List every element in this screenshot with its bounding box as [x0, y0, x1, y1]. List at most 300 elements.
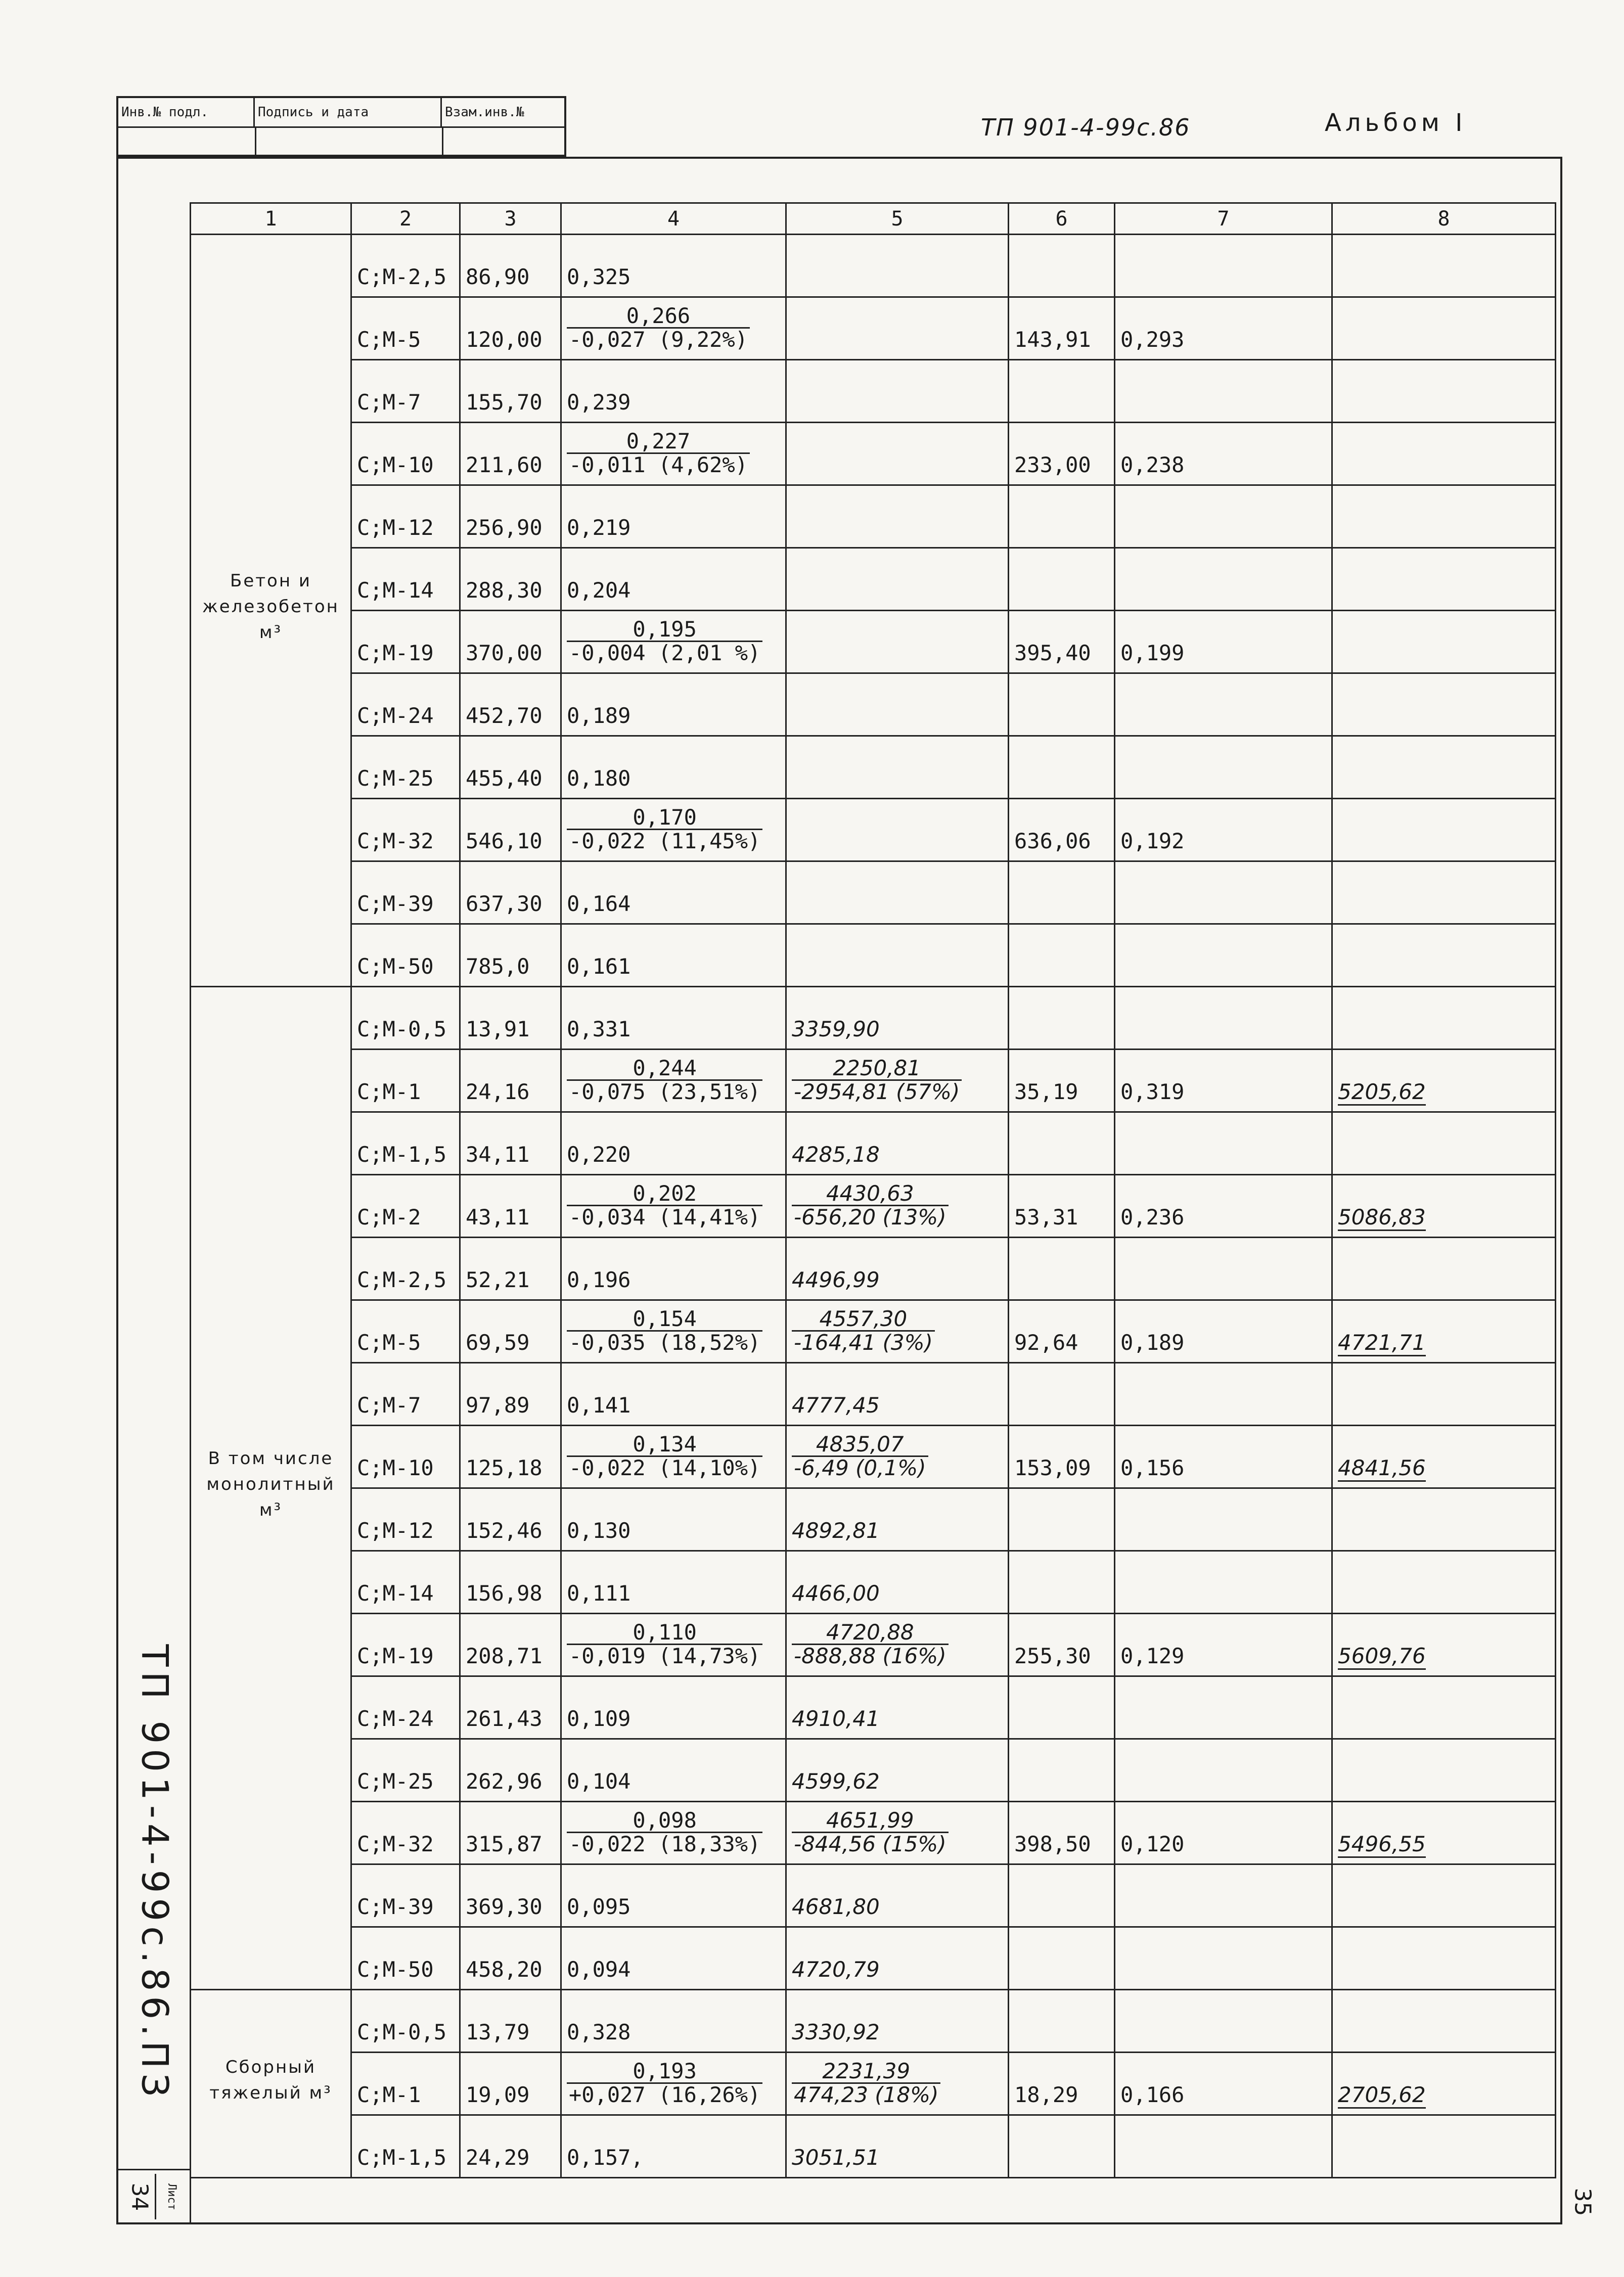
- stamp-divider: [255, 126, 256, 155]
- col6-cell: [1009, 1238, 1115, 1300]
- col8-cell: [1332, 1614, 1556, 1676]
- grade-cell: C;M-1: [351, 1050, 460, 1112]
- col5-cell: 4892,81: [786, 1488, 1009, 1551]
- table-row: [191, 485, 1556, 548]
- table-row: [191, 924, 1556, 987]
- col4-cell-denominator: -0,022 (11,45%): [569, 829, 761, 853]
- sheet-label-text: Лист: [165, 2183, 178, 2210]
- col6-cell: [1009, 1676, 1115, 1739]
- col5-cell: [786, 611, 1009, 673]
- col8-cell-text: 5496,55: [1338, 1832, 1426, 1858]
- table-row: [191, 423, 1556, 485]
- frame-right-border: [1560, 157, 1562, 2224]
- col4-cell-numerator: 0,195: [567, 618, 762, 642]
- col4-cell-fraction: [567, 305, 750, 351]
- col4-cell: [561, 1175, 786, 1238]
- col4-cell: [561, 799, 786, 861]
- column-number: 2: [351, 203, 460, 235]
- stamp-divider: [118, 126, 564, 128]
- col4-cell: [561, 1426, 786, 1488]
- table-row: [191, 360, 1556, 423]
- col6-cell: [1009, 360, 1115, 423]
- table-row: [191, 987, 1556, 1050]
- col7-cell: [1115, 1238, 1332, 1300]
- col7-cell: 0,293: [1115, 297, 1332, 360]
- col3-cell: 24,29: [460, 2115, 561, 2178]
- grade-cell: C;M-19: [351, 611, 460, 673]
- col4-cell: 0,325: [561, 235, 786, 297]
- col8-cell: [1332, 1363, 1556, 1426]
- frame-top-border: [116, 157, 1562, 159]
- col4-cell: 0,328: [561, 1990, 786, 2053]
- col4-cell-denominator: -0,022 (14,10%): [569, 1455, 761, 1480]
- col5-cell: [786, 1614, 1009, 1676]
- col4-cell: 0,196: [561, 1238, 786, 1300]
- col5-cell: [786, 799, 1009, 861]
- col8-cell: [1332, 1175, 1556, 1238]
- col6-cell: 35,19: [1009, 1050, 1115, 1112]
- col4-cell-fraction: [567, 1621, 762, 1667]
- col3-cell: 452,70: [460, 673, 561, 736]
- col4-cell: 0,111: [561, 1551, 786, 1614]
- side-project-code: [127, 1608, 183, 2138]
- col4-cell-denominator: -0,019 (14,73%): [569, 1644, 761, 1668]
- table-row: [191, 611, 1556, 673]
- table-row: [191, 673, 1556, 736]
- col7-cell: [1115, 1990, 1332, 2053]
- col7-cell: [1115, 1864, 1332, 1927]
- col3-cell: 262,96: [460, 1739, 561, 1802]
- col6-cell: [1009, 235, 1115, 297]
- col7-cell: [1115, 1676, 1332, 1739]
- col8-cell: [1332, 1488, 1556, 1551]
- col6-cell: [1009, 1363, 1115, 1426]
- col7-cell: 0,199: [1115, 611, 1332, 673]
- grade-cell: C;M-19: [351, 1614, 460, 1676]
- col4-cell: [561, 297, 786, 360]
- grade-cell: C;M-25: [351, 736, 460, 799]
- col5-cell-numerator: 2231,39: [792, 2060, 940, 2084]
- stamp-replaced-inv: Взам.инв.№: [445, 105, 524, 120]
- col8-cell: [1332, 1864, 1556, 1927]
- column-number: 3: [460, 203, 561, 235]
- grade-cell: C;M-39: [351, 1864, 460, 1927]
- col8-cell: [1332, 799, 1556, 861]
- col7-cell: 0,236: [1115, 1175, 1332, 1238]
- col4-cell-denominator: -0,011 (4,62%): [569, 452, 748, 477]
- col3-cell: 208,71: [460, 1614, 561, 1676]
- data-table: [190, 202, 1556, 2178]
- grade-cell: C;M-32: [351, 799, 460, 861]
- col3-cell: 125,18: [460, 1426, 561, 1488]
- grade-cell: C;M-10: [351, 423, 460, 485]
- col6-cell: [1009, 1488, 1115, 1551]
- col5-cell: [786, 1300, 1009, 1363]
- table-row: [191, 1112, 1556, 1175]
- col7-cell: 0,120: [1115, 1802, 1332, 1864]
- col5-cell: 4720,79: [786, 1927, 1009, 1990]
- col3-cell: 43,11: [460, 1175, 561, 1238]
- col6-cell: 255,30: [1009, 1614, 1115, 1676]
- col8-cell: [1332, 736, 1556, 799]
- col3-cell: 256,90: [460, 485, 561, 548]
- col7-cell: 0,156: [1115, 1426, 1332, 1488]
- table-row: [191, 297, 1556, 360]
- col3-cell: 370,00: [460, 611, 561, 673]
- col4-cell-denominator: +0,027 (16,26%): [569, 2082, 761, 2107]
- col5-cell: [786, 235, 1009, 297]
- col5-cell: [786, 1802, 1009, 1864]
- table-row: [191, 1300, 1556, 1363]
- col4-cell: [561, 1300, 786, 1363]
- col6-cell: [1009, 1864, 1115, 1927]
- col4-cell: 0,094: [561, 1927, 786, 1990]
- col8-cell-text: 4841,56: [1338, 1455, 1426, 1482]
- col8-cell: [1332, 235, 1556, 297]
- col5-cell-denominator: -844,56 (15%): [794, 1832, 946, 1856]
- col3-cell: 86,90: [460, 235, 561, 297]
- col8-cell: [1332, 423, 1556, 485]
- col4-cell: 0,109: [561, 1676, 786, 1739]
- col7-cell: 0,129: [1115, 1614, 1332, 1676]
- col7-cell: [1115, 1363, 1332, 1426]
- col5-cell-denominator: -2954,81 (57%): [794, 1079, 960, 1104]
- col8-cell: [1332, 1990, 1556, 2053]
- col4-cell: 0,180: [561, 736, 786, 799]
- album-label: Альбом I: [1325, 109, 1467, 137]
- col4-cell-fraction: [567, 806, 762, 852]
- col8-cell-text: 4721,71: [1338, 1330, 1426, 1356]
- col7-cell: 0,192: [1115, 799, 1332, 861]
- col8-cell: [1332, 2115, 1556, 2178]
- col3-cell: 637,30: [460, 861, 561, 924]
- column-number: 1: [191, 203, 351, 235]
- col4-cell-numerator: 0,134: [567, 1433, 762, 1457]
- col4-cell-numerator: 0,170: [567, 806, 762, 830]
- table-row: [191, 799, 1556, 861]
- col5-cell: 4777,45: [786, 1363, 1009, 1426]
- col6-cell: [1009, 736, 1115, 799]
- col7-cell: [1115, 1739, 1332, 1802]
- group-label: Сборный тяжелый м³: [191, 1990, 351, 2178]
- col6-cell: 92,64: [1009, 1300, 1115, 1363]
- sheet-number: [124, 2174, 155, 2219]
- col5-cell: 4496,99: [786, 1238, 1009, 1300]
- col3-cell: 152,46: [460, 1488, 561, 1551]
- grade-cell: C;M-7: [351, 360, 460, 423]
- grade-cell: C;M-12: [351, 1488, 460, 1551]
- table-row: [191, 861, 1556, 924]
- col3-cell: 34,11: [460, 1112, 561, 1175]
- col5-cell: [786, 485, 1009, 548]
- col7-cell: [1115, 485, 1332, 548]
- col3-cell: 156,98: [460, 1551, 561, 1614]
- col6-cell: 636,06: [1009, 799, 1115, 861]
- col4-cell: 0,095: [561, 1864, 786, 1927]
- table-row: [191, 1739, 1556, 1802]
- col8-cell: [1332, 548, 1556, 611]
- col4-cell-denominator: -0,022 (18,33%): [569, 1832, 761, 1856]
- col8-cell: [1332, 987, 1556, 1050]
- col5-cell: [786, 673, 1009, 736]
- col3-cell: 369,30: [460, 1864, 561, 1927]
- col3-cell: 546,10: [460, 799, 561, 861]
- col7-cell: [1115, 1488, 1332, 1551]
- col8-cell: [1332, 1927, 1556, 1990]
- col4-cell-fraction: [567, 1182, 762, 1228]
- col8-cell: [1332, 1551, 1556, 1614]
- col5-cell-denominator: 474,23 (18%): [794, 2082, 939, 2107]
- grade-cell: C;M-24: [351, 1676, 460, 1739]
- table-row: [191, 2115, 1556, 2178]
- col7-cell: 0,166: [1115, 2053, 1332, 2115]
- col7-cell: 0,319: [1115, 1050, 1332, 1112]
- col6-cell: [1009, 861, 1115, 924]
- col8-cell: [1332, 611, 1556, 673]
- col8-cell-text: 2705,62: [1338, 2082, 1426, 2109]
- col4-cell-fraction: [567, 1057, 762, 1103]
- col3-cell: 13,91: [460, 987, 561, 1050]
- col5-cell: [786, 861, 1009, 924]
- col4-cell: 0,331: [561, 987, 786, 1050]
- grade-cell: C;M-5: [351, 297, 460, 360]
- grade-cell: C;M-2,5: [351, 1238, 460, 1300]
- col5-cell: [786, 548, 1009, 611]
- col5-cell-numerator: 4835,07: [792, 1433, 928, 1457]
- col4-cell-denominator: -0,027 (9,22%): [569, 327, 748, 352]
- column-number: 5: [786, 203, 1009, 235]
- col4-cell: 0,220: [561, 1112, 786, 1175]
- col5-cell-numerator: 4651,99: [792, 1809, 949, 1833]
- col4-cell-denominator: -0,034 (14,41%): [569, 1205, 761, 1229]
- col8-cell: [1332, 861, 1556, 924]
- col5-cell: 4681,80: [786, 1864, 1009, 1927]
- col5-cell-fraction: [792, 1809, 949, 1855]
- col5-cell-numerator: 4557,30: [792, 1308, 935, 1332]
- grade-cell: C;M-1,5: [351, 2115, 460, 2178]
- col4-cell-numerator: 0,154: [567, 1308, 762, 1332]
- grade-cell: C;M-50: [351, 924, 460, 987]
- col8-cell-text: 5086,83: [1338, 1205, 1426, 1231]
- col4-cell: 0,189: [561, 673, 786, 736]
- col4-cell-numerator: 0,098: [567, 1809, 762, 1833]
- grade-cell: C;M-25: [351, 1739, 460, 1802]
- column-number: 4: [561, 203, 786, 235]
- col8-cell: [1332, 1802, 1556, 1864]
- col7-cell: [1115, 861, 1332, 924]
- col7-cell: [1115, 1112, 1332, 1175]
- table-row: [191, 548, 1556, 611]
- stamp-inv-no: Инв.№ подл.: [118, 98, 255, 126]
- col6-cell: [1009, 2115, 1115, 2178]
- grade-cell: C;M-50: [351, 1927, 460, 1990]
- table-row: [191, 736, 1556, 799]
- col3-cell: 261,43: [460, 1676, 561, 1739]
- col3-cell: 19,09: [460, 2053, 561, 2115]
- col4-cell-fraction: [567, 1433, 762, 1479]
- col4-cell-denominator: -0,075 (23,51%): [569, 1079, 761, 1104]
- col4-cell: 0,141: [561, 1363, 786, 1426]
- col4-cell-fraction: [567, 1308, 762, 1354]
- table-row: [191, 1614, 1556, 1676]
- col4-cell: 0,164: [561, 861, 786, 924]
- col4-cell-numerator: 0,266: [567, 305, 750, 329]
- table-body: [191, 235, 1556, 2178]
- col5-cell: 4599,62: [786, 1739, 1009, 1802]
- col7-cell: 0,189: [1115, 1300, 1332, 1363]
- col8-cell: [1332, 1238, 1556, 1300]
- document-code: ТП 901-4-99с.86: [981, 114, 1191, 141]
- col4-cell-fraction: [567, 1809, 762, 1855]
- col3-cell: 155,70: [460, 360, 561, 423]
- grade-cell: C;M-7: [351, 1363, 460, 1426]
- col4-cell: 0,130: [561, 1488, 786, 1551]
- col6-cell: [1009, 1739, 1115, 1802]
- col4-cell-denominator: -0,004 (2,01 %): [569, 641, 761, 665]
- col4-cell: 0,161: [561, 924, 786, 987]
- col6-cell: [1009, 1990, 1115, 2053]
- col3-cell: 97,89: [460, 1363, 561, 1426]
- col4-cell-numerator: 0,202: [567, 1182, 762, 1206]
- col6-cell: 53,31: [1009, 1175, 1115, 1238]
- col3-cell: 785,0: [460, 924, 561, 987]
- grade-cell: C;M-39: [351, 861, 460, 924]
- col6-cell: [1009, 485, 1115, 548]
- col8-cell: [1332, 673, 1556, 736]
- col7-cell: [1115, 2115, 1332, 2178]
- col7-cell: [1115, 235, 1332, 297]
- col5-cell: [786, 360, 1009, 423]
- table-row: [191, 1426, 1556, 1488]
- col5-cell-fraction: [792, 1621, 949, 1667]
- col5-cell-fraction: [792, 1182, 949, 1228]
- table-row: [191, 1175, 1556, 1238]
- col8-cell: [1332, 924, 1556, 987]
- col5-cell: [786, 736, 1009, 799]
- col4-cell-numerator: 0,193: [567, 2060, 762, 2084]
- col4-cell: 0,157,: [561, 2115, 786, 2178]
- col4-cell-denominator: -0,035 (18,52%): [569, 1330, 761, 1355]
- col4-cell-fraction: [567, 430, 750, 476]
- stamp-divider: [442, 126, 443, 155]
- col5-cell: 4466,00: [786, 1551, 1009, 1614]
- col5-cell: 3330,92: [786, 1990, 1009, 2053]
- col4-cell: [561, 2053, 786, 2115]
- grade-cell: C;M-24: [351, 673, 460, 736]
- sheet-label: [155, 2174, 187, 2219]
- col5-cell-denominator: -656,20 (13%): [794, 1205, 946, 1229]
- grade-cell: C;M-12: [351, 485, 460, 548]
- col5-cell-numerator: 4430,63: [792, 1182, 949, 1206]
- column-number: 8: [1332, 203, 1556, 235]
- column-number: 6: [1009, 203, 1115, 235]
- col5-cell: [786, 423, 1009, 485]
- col4-cell-fraction: [567, 2060, 762, 2106]
- col3-cell: 120,00: [460, 297, 561, 360]
- table-row: [191, 1802, 1556, 1864]
- frame-bottom-border: [116, 2222, 1562, 2224]
- grade-cell: C;M-1,5: [351, 1112, 460, 1175]
- title-stamp: [116, 96, 566, 157]
- col4-cell-numerator: 0,110: [567, 1621, 762, 1645]
- grade-cell: C;M-2: [351, 1175, 460, 1238]
- col4-cell-fraction: [567, 618, 762, 664]
- col5-cell: [786, 1175, 1009, 1238]
- table-row: [191, 2053, 1556, 2115]
- col7-cell: [1115, 1927, 1332, 1990]
- col7-cell: 0,238: [1115, 423, 1332, 485]
- group-label: Бетон и железобетон м³: [191, 235, 351, 987]
- col5-cell-fraction: [792, 2060, 940, 2106]
- table-row: [191, 1676, 1556, 1739]
- col5-cell-fraction: [792, 1433, 928, 1479]
- col7-cell: [1115, 736, 1332, 799]
- col6-cell: [1009, 548, 1115, 611]
- col6-cell: [1009, 1112, 1115, 1175]
- table-row: [191, 235, 1556, 297]
- grade-cell: C;M-0,5: [351, 1990, 460, 2053]
- col5-cell: [786, 2053, 1009, 2115]
- grade-cell: C;M-1: [351, 2053, 460, 2115]
- col4-cell: [561, 611, 786, 673]
- col7-cell: [1115, 548, 1332, 611]
- col3-cell: 13,79: [460, 1990, 561, 2053]
- col4-cell: 0,239: [561, 360, 786, 423]
- col7-cell: [1115, 987, 1332, 1050]
- col5-cell-numerator: 4720,88: [792, 1621, 949, 1645]
- side-project-code-text: ТП 901-4-99с.86.ПЗ: [134, 1644, 177, 2102]
- col3-cell: 288,30: [460, 548, 561, 611]
- col8-cell: [1332, 1676, 1556, 1739]
- col6-cell: [1009, 1551, 1115, 1614]
- grade-cell: C;M-0,5: [351, 987, 460, 1050]
- col4-cell-numerator: 0,244: [567, 1057, 762, 1081]
- col6-cell: [1009, 924, 1115, 987]
- col5-cell-denominator: -6,49 (0,1%): [794, 1455, 926, 1480]
- col8-cell: [1332, 1300, 1556, 1363]
- data-table-container: [190, 202, 1555, 2178]
- col8-cell: [1332, 2053, 1556, 2115]
- grade-cell: C;M-14: [351, 1551, 460, 1614]
- col5-cell-denominator: -164,41 (3%): [794, 1330, 933, 1355]
- col6-cell: 395,40: [1009, 611, 1115, 673]
- page-number: [1567, 2179, 1598, 2224]
- table-row: [191, 1363, 1556, 1426]
- col8-cell-text: 5205,62: [1338, 1079, 1426, 1106]
- col5-cell: [786, 297, 1009, 360]
- col6-cell: 153,09: [1009, 1426, 1115, 1488]
- table-row: [191, 1050, 1556, 1112]
- grade-cell: C;M-2,5: [351, 235, 460, 297]
- page-number-text: 35: [1569, 2188, 1596, 2216]
- col6-cell: 18,29: [1009, 2053, 1115, 2115]
- table-row: [191, 1238, 1556, 1300]
- col4-cell: [561, 1614, 786, 1676]
- col4-cell-numerator: 0,227: [567, 430, 750, 454]
- col8-cell: [1332, 1426, 1556, 1488]
- col6-cell: 398,50: [1009, 1802, 1115, 1864]
- col8-cell: [1332, 485, 1556, 548]
- col6-cell: 143,91: [1009, 297, 1115, 360]
- col6-cell: [1009, 673, 1115, 736]
- col5-cell-denominator: -888,88 (16%): [794, 1644, 946, 1668]
- col5-cell: 3359,90: [786, 987, 1009, 1050]
- col6-cell: [1009, 987, 1115, 1050]
- col5-cell: 4910,41: [786, 1676, 1009, 1739]
- table-row: [191, 1990, 1556, 2053]
- col3-cell: 458,20: [460, 1927, 561, 1990]
- col8-cell: [1332, 1112, 1556, 1175]
